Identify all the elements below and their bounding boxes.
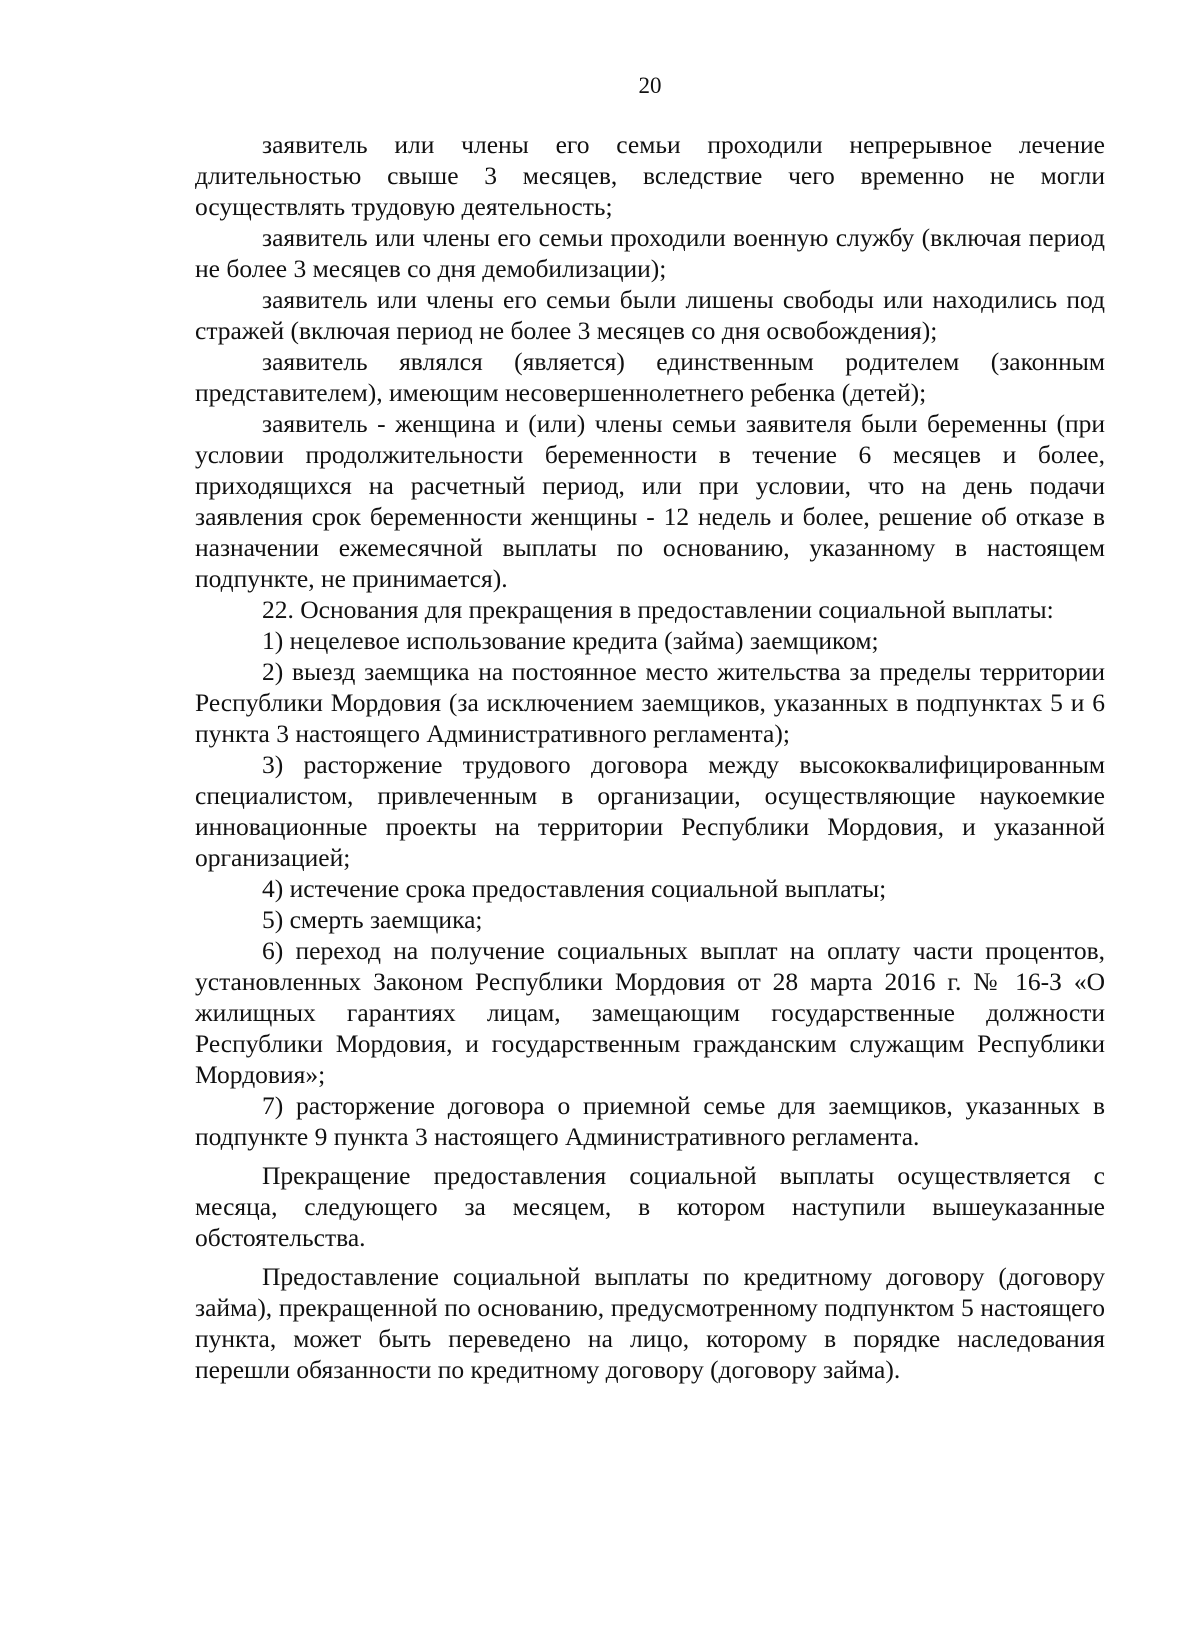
paragraph-item-2: 2) выезд заемщика на постоянное место жительства за пределы территории Республики Мордовия (за исключением заемщиков, указанных в подпунктах 5 и 6 пункта 3 настоящего Административного регламента); <box>195 657 1105 748</box>
paragraph-item-1: 1) нецелевое использование кредита (займа) заемщиком; <box>262 626 879 655</box>
paragraph-item-7: 7) расторжение договора о приемной семье для заемщиков, указанных в подпункте 9 пункта 3 настоящего Административного регламента. <box>195 1091 1105 1151</box>
paragraph-treatment: заявитель или члены его семьи проходили непрерывное лечение длительностью свыше 3 месяцев, вследствие чего временно не могли осуществлять трудовую деятельность; <box>195 130 1105 221</box>
page-number: 20 <box>638 73 662 98</box>
paragraph-pregnancy: заявитель - женщина и (или) члены семьи заявителя были беременны (при условии продолжительности беременности в течение 6 месяцев и более, приходящихся на расчетный период, или при условии, что на день подачи заявления срок беременности женщины - 12 недель и более, решение об отказе в назначении ежемесячной выплаты по основанию, указанному в настоящем подпункте, не принимается). <box>195 409 1105 593</box>
paragraph-item-4: 4) истечение срока предоставления социальной выплаты; <box>262 874 887 903</box>
paragraph-termination: Прекращение предоставления социальной выплаты осуществляется с месяца, следующего за месяцем, в котором наступили вышеуказанные обстоятельства. <box>195 1161 1105 1252</box>
paragraph-military-service: заявитель или члены его семьи проходили военную службу (включая период не более 3 месяцев со дня демобилизации); <box>195 223 1105 283</box>
paragraph-single-parent: заявитель являлся (является) единственным родителем (законным представителем), имеющим несовершеннолетнего ребенка (детей); <box>195 347 1105 407</box>
paragraph-item-5: 5) смерть заемщика; <box>262 905 483 934</box>
paragraph-item-6: 6) переход на получение социальных выплат на оплату части процентов, установленных Законом Республики Мордовия от 28 марта 2016 г. № 16-З «О жилищных гарантиях лицам, замещающим государственные должности Республики Мордовия, и государственным гражданским служащим Республики Мордовия»; <box>195 936 1105 1089</box>
paragraph-transfer: Предоставление социальной выплаты по кредитному договору (договору займа), прекращенной по основанию, предусмотренному подпунктом 5 настоящего пункта, может быть переведено на лицо, которому в порядке наследования перешли обязанности по кредитному договору (договору займа). <box>195 1262 1105 1384</box>
paragraph-section-22: 22. Основания для прекращения в предоставлении социальной выплаты: <box>262 595 1054 624</box>
paragraph-imprisonment: заявитель или члены его семьи были лишены свободы или находились под стражей (включая период не более 3 месяцев со дня освобождения); <box>195 285 1105 345</box>
document-body <box>195 129 1105 1385</box>
paragraph-item-3: 3) расторжение трудового договора между высококвалифицированным специалистом, привлеченным в организации, осуществляющие наукоемкие инновационные проекты на территории Республики Мордовия, и указанной организацией; <box>195 750 1105 872</box>
